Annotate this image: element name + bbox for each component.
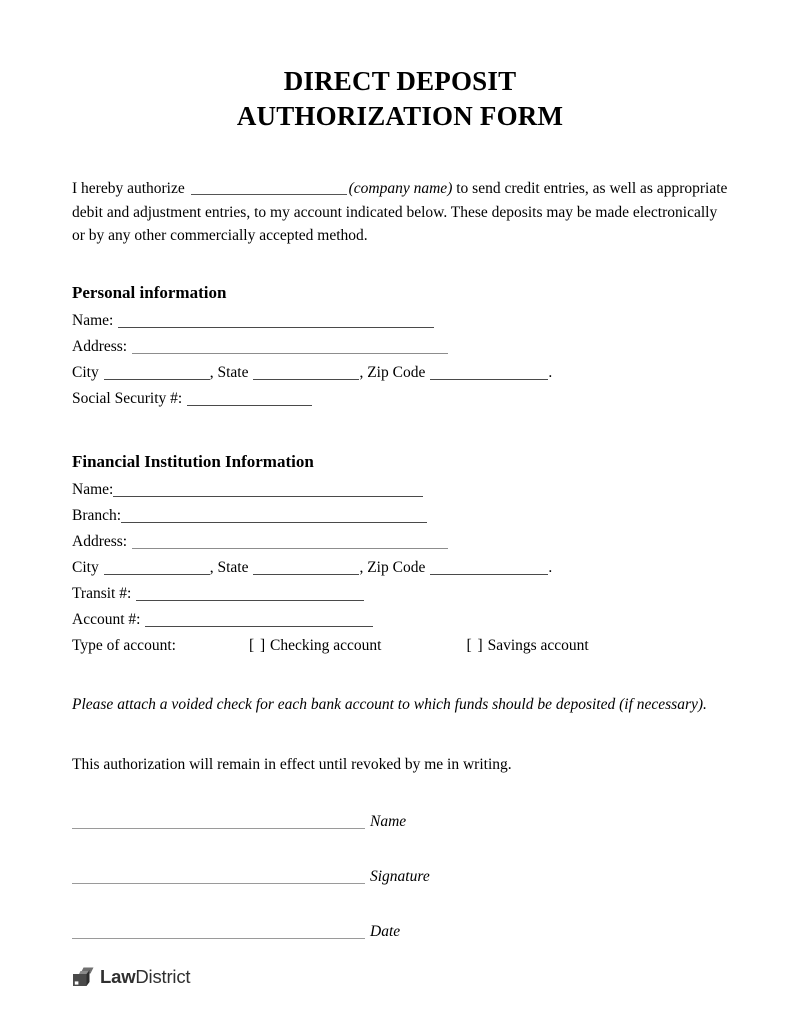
checkbox-checking-account-label: Checking account [270,636,382,654]
signature-block [72,775,728,978]
intro-before-blank: I hereby authorize [72,180,185,197]
intro-after-blank: to send credit entries, as well as appropriate debit and adjustment entries, to my account indicated below. These deposits may be made electronically or by any other commercially accepted method. [72,180,728,244]
section-heading-personal-information: Personal information [72,282,227,302]
revocation-note: This authorization will remain in effect until revoked by me in writing. [72,755,512,773]
personal-name-label: Name: [72,311,114,329]
logo-word-law: Law [100,966,136,987]
voided-check-note: Please attach a voided check for each bank account to which funds should be deposited (if necessary). [72,695,707,713]
account-type-label: Type of account: [72,636,176,654]
bank-city-input[interactable] [104,562,210,575]
checkbox-checking-account[interactable]: [ ] [248,636,267,654]
bank-zip-label: , Zip Code [359,558,426,576]
field-row-personal-city-state-zip [72,363,728,389]
personal-address-label: Address: [72,337,128,355]
personal-zip-input[interactable] [430,367,548,380]
bank-city-label: City [72,558,99,576]
bank-name-label: Name: [72,480,114,498]
signature-date-caption: Date [370,922,401,940]
signature-name-input[interactable] [72,815,365,829]
page-title-line-1: DIRECT DEPOSIT [283,66,517,96]
stacked-documents-icon [72,967,94,987]
field-row-bank-name [72,480,728,506]
bank-zip-input[interactable] [430,562,548,575]
personal-zip-terminator: . [548,363,553,381]
field-row-bank-branch [72,506,728,532]
signature-signature-caption: Signature [370,867,430,885]
company-name-hint: (company name) [348,180,453,197]
bank-name-input[interactable] [113,484,423,497]
bank-branch-label: Branch: [72,506,122,524]
field-row-bank-city-state-zip [72,558,728,584]
bank-zip-terminator: . [548,558,553,576]
personal-ssn-label: Social Security #: [72,389,183,407]
lawdistrict-wordmark [100,967,190,987]
personal-state-input[interactable] [253,367,359,380]
personal-city-label: City [72,363,99,381]
personal-state-label: , State [209,363,249,381]
personal-address-input[interactable] [132,341,448,354]
transit-number-label: Transit #: [72,584,132,602]
page-title-line-2: AUTHORIZATION FORM [236,101,564,131]
checkbox-savings-account-label: Savings account [487,636,589,654]
signature-row-name [72,813,728,868]
field-row-transit-number [72,584,728,610]
bank-state-label: , State [209,558,249,576]
signature-name-caption: Name [370,812,407,830]
bank-state-input[interactable] [253,562,359,575]
account-number-label: Account #: [72,610,141,628]
field-row-personal-ssn [72,389,728,415]
field-row-account-type [72,636,728,662]
authorization-intro-paragraph [72,134,728,248]
bank-branch-input[interactable] [121,510,427,523]
field-row-personal-name [72,311,728,337]
bank-address-label: Address: [72,532,128,550]
checkbox-savings-account[interactable]: [ ] [466,636,484,654]
field-row-bank-address [72,532,728,558]
personal-ssn-input[interactable] [187,393,312,406]
personal-city-input[interactable] [104,367,210,380]
signature-signature-input[interactable] [72,870,365,884]
personal-zip-label: , Zip Code [359,363,426,381]
lawdistrict-logo[interactable] [72,967,190,987]
field-row-account-number [72,610,728,636]
personal-name-input[interactable] [118,315,434,328]
page-title [72,0,728,134]
field-row-personal-address [72,337,728,363]
signature-row-signature [72,868,728,923]
company-name-input-blank[interactable] [191,194,347,195]
bank-address-input[interactable] [132,536,448,549]
logo-word-district: District [135,966,191,987]
section-heading-financial-institution: Financial Institution Information [72,451,314,471]
transit-number-input[interactable] [136,588,364,601]
signature-date-input[interactable] [72,925,365,939]
account-number-input[interactable] [145,614,373,627]
